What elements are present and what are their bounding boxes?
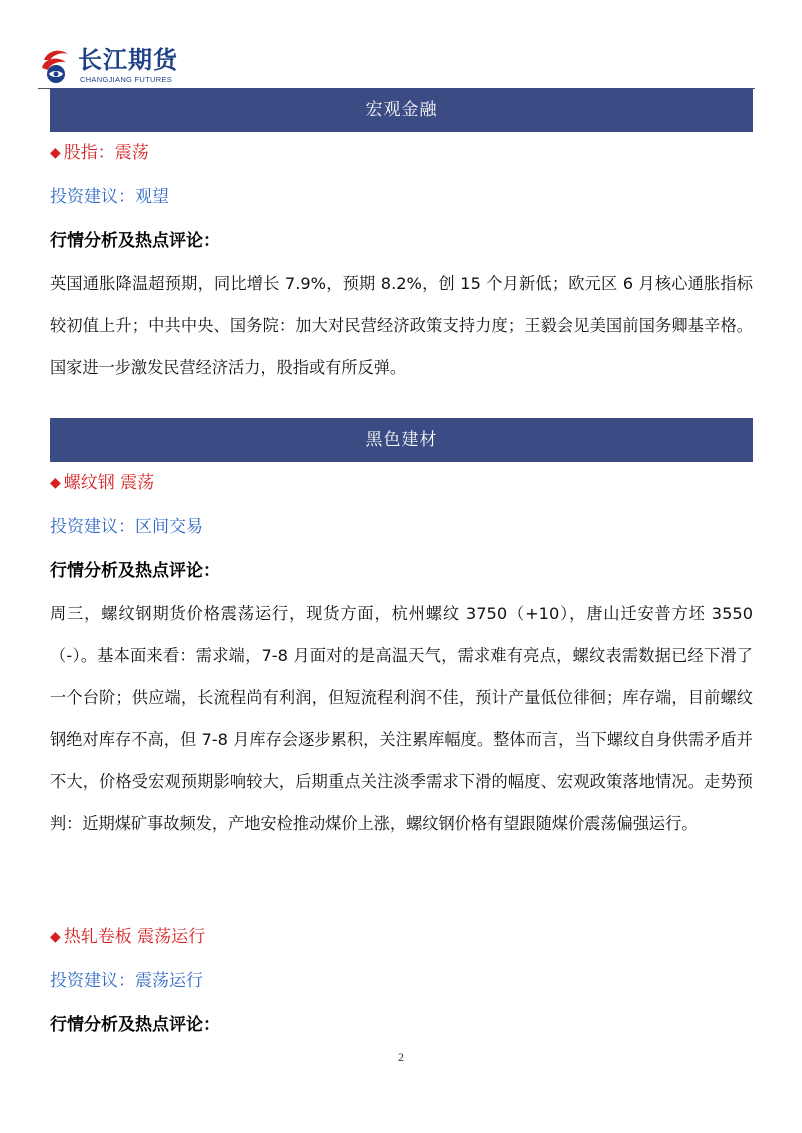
analysis-paragraph: 周三，螺纹钢期货价格震荡运行，现货方面，杭州螺纹 3750（+10），唐山迁安普方坯 3550（-）。基本面来看：需求端，7-8 月面对的是高温天气，需求难有亮点，螺纹表需数据已经下滑了一个台阶；供应端，长流程尚有利润，但短流程利润不佳，预计产量低位徘徊；库存端，目前螺纹钢绝对库存不高，但 7-8 月库存会逐步累积，关注累库幅度。整体而言，当下螺纹自身供需矛盾并不大，价格受宏观预期影响较大，后期重点关注淡季需求下滑的幅度、宏观政策落地情况。走势预判：近期煤矿事故频发，产地安检推动煤价上涨，螺纹钢价格有望跟随煤价震荡偏强运行。 [50, 604, 753, 833]
item-title-text: 螺纹钢 震荡 [63, 473, 155, 493]
investment-advice: 投资建议：区间交易 [50, 517, 203, 537]
item-title-stock-index [50, 141, 149, 165]
logo-english-name: CHANGJIANG FUTURES [80, 75, 173, 84]
investment-advice: 投资建议：震荡运行 [50, 971, 203, 991]
section-banner-macro: 宏观金融 [50, 88, 753, 132]
analysis-paragraph: 英国通胀降温超预期，同比增长 7.9%，预期 8.2%，创 15 个月新低；欧元区 6 月核心通胀指标较初值上升；中共中央、国务院：加大对民营经济政策支持力度；王毅会见美国前国务卿基辛格。国家进一步激发民营经济活力，股指或有所反弹。 [50, 274, 753, 377]
item-title-hot-rolled-coil [50, 925, 205, 949]
item-title-rebar [50, 471, 154, 495]
diamond-bullet-icon: ◆ [50, 929, 61, 945]
item-title-text: 热轧卷板 震荡运行 [63, 927, 206, 947]
analysis-heading: 行情分析及热点评论： [50, 231, 220, 251]
investment-advice: 投资建议：观望 [50, 187, 169, 207]
item-title-text: 股指：震荡 [63, 143, 149, 163]
page-number: 2 [398, 1050, 404, 1064]
dragon-logo-icon [38, 46, 74, 86]
section-banner-ferrous: 黑色建材 [50, 418, 753, 462]
diamond-bullet-icon: ◆ [50, 145, 61, 161]
logo-chinese-name: 长江期货 [78, 46, 178, 74]
analysis-heading: 行情分析及热点评论： [50, 1015, 220, 1035]
company-logo [38, 44, 198, 88]
diamond-bullet-icon: ◆ [50, 475, 61, 491]
analysis-heading: 行情分析及热点评论： [50, 561, 220, 581]
